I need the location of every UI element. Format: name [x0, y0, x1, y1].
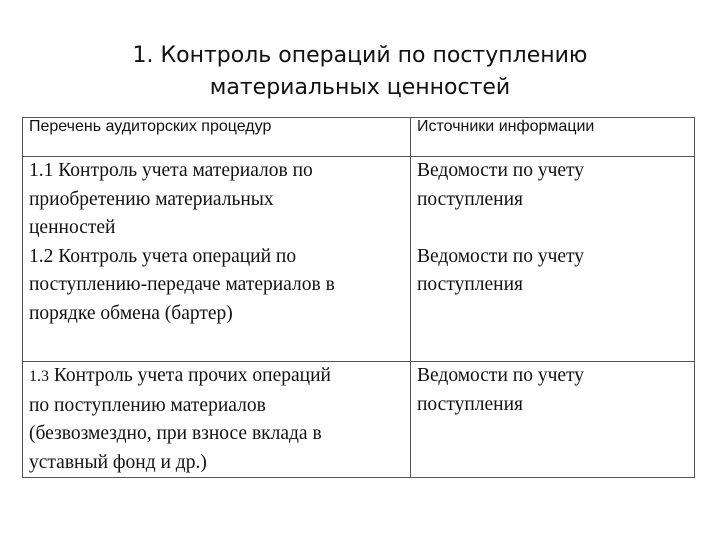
header-sources: Источники информации: [411, 118, 695, 157]
procedure-line-text: Контроль учета прочих операций: [49, 365, 331, 386]
procedure-line: поступлению-передаче материалов в: [29, 274, 335, 295]
procedure-line: приобретению материальных: [29, 188, 274, 210]
procedures-cell: [23, 362, 411, 478]
procedure-line: уставный фонд и др.): [29, 451, 207, 473]
procedure-line: 1.1 Контроль учета материалов по: [29, 160, 313, 181]
procedure-line: [29, 362, 404, 392]
source-line: Ведомости по учету: [417, 365, 585, 386]
procedure-number: 1.3: [29, 368, 49, 385]
procedures-cell: [23, 157, 411, 362]
procedure-line: 1.2 Контроль учета операций по: [29, 245, 297, 267]
audit-procedures-table: [22, 117, 695, 478]
slide-title-line-2: материальных ценностей: [209, 75, 511, 100]
source-line: Ведомости по учету: [417, 245, 585, 267]
slide-title-line-1: 1. Контроль операций по поступлению: [132, 43, 588, 68]
table-row: [23, 157, 695, 362]
procedure-line: ценностей: [29, 217, 116, 238]
sources-cell: [411, 157, 695, 362]
source-line: Ведомости по учету: [417, 160, 585, 181]
source-line: поступления: [417, 188, 524, 210]
procedure-line: порядке обмена (бартер): [29, 302, 233, 324]
header-procedures: Перечень аудиторских процедур: [23, 118, 411, 157]
source-line: поступления: [417, 393, 524, 415]
table-row: [23, 362, 695, 478]
table-header-row: [23, 118, 695, 157]
source-line: поступления: [417, 274, 524, 295]
procedure-line: (безвозмездно, при взносе вклада в: [29, 423, 322, 444]
slide-title: [0, 40, 720, 104]
procedure-line: по поступлению материалов: [29, 394, 266, 416]
source-line-spacer: [417, 214, 688, 243]
sources-cell: [411, 362, 695, 478]
